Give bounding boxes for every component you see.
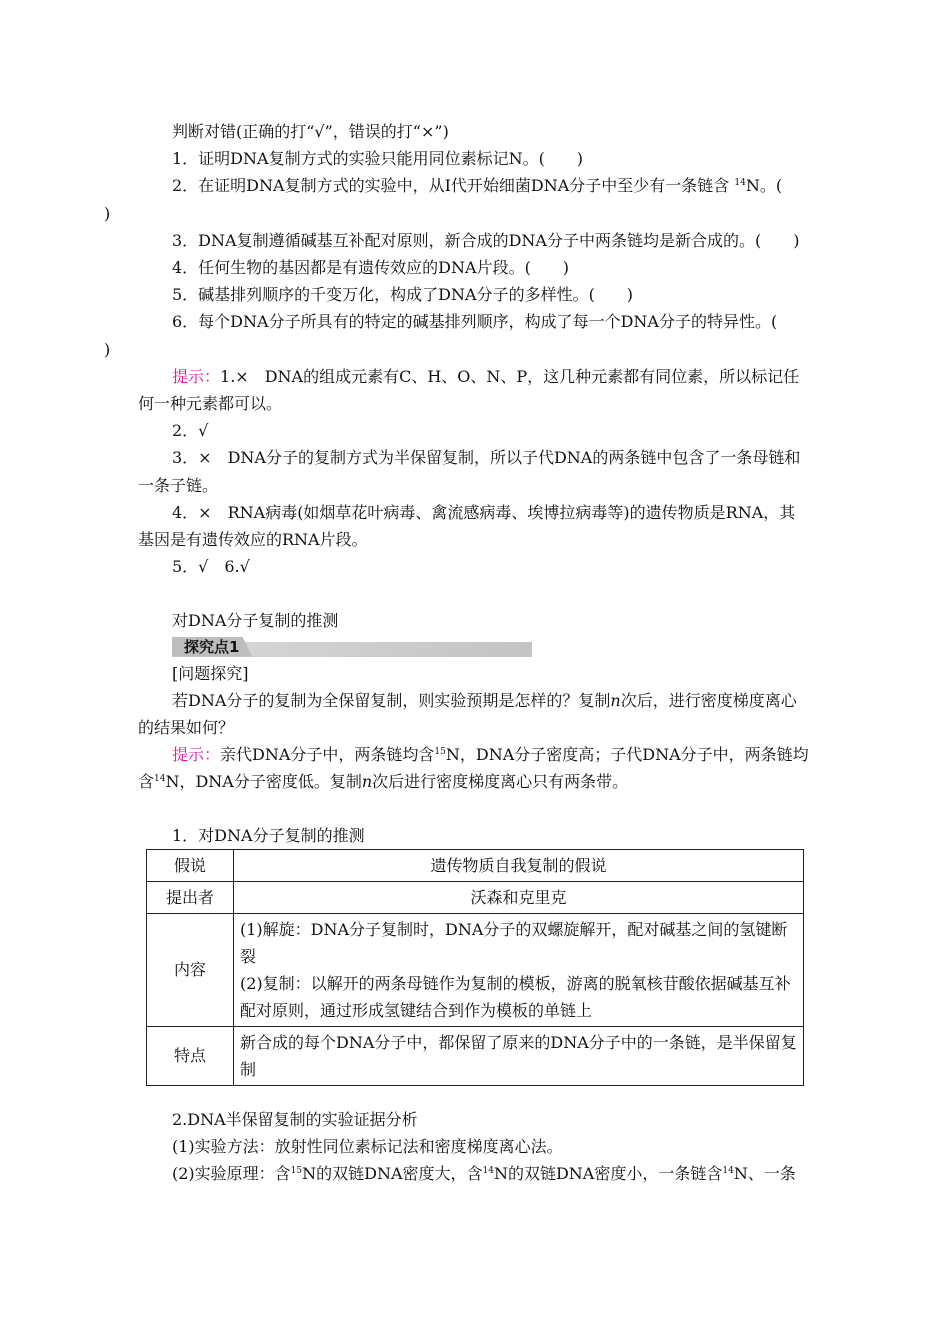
- table-header-cell: 特点: [147, 1026, 234, 1085]
- table-row: [147, 849, 804, 881]
- inquiry-question: 若DNA分子的复制为全保留复制，则实验预期是怎样的？复制n次后，进行密度梯度离心的结果如何？: [138, 690, 797, 738]
- section-badge: [172, 637, 532, 658]
- section-title: 对DNA分子复制的推测: [172, 611, 339, 631]
- hint-label: 提示：: [172, 745, 221, 765]
- answer-2: 2．√: [172, 421, 209, 441]
- table-title: 1．对DNA分子复制的推测: [172, 825, 365, 845]
- evidence-principle: (2)实验原理：含$^{15}$N的双链DNA密度大，含$^{14}$N的双链DNA密度小，一条链含$^{14}$N、一条: [172, 1164, 796, 1184]
- inquiry-label: [问题探究]: [172, 663, 249, 683]
- answer-5-6: 5．√ 6.√: [172, 557, 250, 577]
- inquiry-hint: 提示：亲代DNA分子中，两条链均含$^{15}$N，DNA分子密度高；子代DNA分子中，两条链均含$^{14}$N，DNA分子密度低。复制n次后进行密度梯度离心只有两条带。: [138, 745, 809, 792]
- quiz-item-6: 6．每个DNA分子所具有的特定的碱基排列顺序，构成了每一个DNA分子的特异性。( ): [104, 312, 778, 359]
- badge-label: 探究点1: [184, 637, 240, 656]
- answer-3: 3．× DNA分子的复制方式为半保留复制，所以子代DNA的两条链中包含了一条母链和一条子链。: [138, 448, 801, 495]
- hypothesis-table: [146, 849, 804, 1086]
- quiz-item-1: 1．证明DNA复制方式的实验只能用同位素标记N。( ): [172, 149, 584, 169]
- table-cell: 新合成的每个DNA分子中，都保留了原来的DNA分子中的一条链，是半保留复制: [234, 1026, 804, 1085]
- document-page: [104, 118, 810, 1187]
- table-cell: 遗传物质自我复制的假说: [234, 849, 804, 881]
- hint-label: 提示：: [172, 366, 221, 386]
- quiz-item-4: 4．任何生物的基因都是有遗传效应的DNA片段。( ): [172, 258, 570, 278]
- quiz-heading: 判断对错(正确的打“√”，错误的打“×”): [172, 122, 449, 141]
- table-row: [147, 1026, 804, 1085]
- table-row: [147, 913, 804, 1026]
- table-cell: (1)解旋：DNA分子复制时，DNA分子的双螺旋解开，配对碱基之间的氢键断裂 (2)复制：以解开的两条母链作为复制的模板，游离的脱氧核苷酸依据碱基互补配对原则，通过形成氢键结合到作为模板的单链上: [234, 913, 804, 1026]
- table-header-cell: 内容: [147, 913, 234, 1026]
- quiz-item-3: 3．DNA复制遵循碱基互补配对原则，新合成的DNA分子中两条链均是新合成的。( ): [172, 230, 800, 250]
- table-header-cell: 假说: [147, 849, 234, 881]
- table-row: [147, 881, 804, 913]
- answer-1: 提示：1.× DNA的组成元素有C、H、O、N、P，这几种元素都有同位素，所以标记任何一种元素都可以。: [138, 366, 800, 414]
- table-cell: 沃森和克里克: [234, 881, 804, 913]
- evidence-method: (1)实验方法：放射性同位素标记法和密度梯度离心法。: [172, 1137, 563, 1157]
- table-header-cell: 提出者: [147, 881, 234, 913]
- evidence-title: 2.DNA半保留复制的实验证据分析: [172, 1109, 418, 1129]
- answer-4: 4．× RNA病毒(如烟草花叶病毒、禽流感病毒、埃博拉病毒等)的遗传物质是RNA，其基因是有遗传效应的RNA片段。: [138, 502, 796, 550]
- quiz-item-2: 2．在证明DNA复制方式的实验中，从Ⅰ代开始细菌DNA分子中至少有一条链含 $^{14}$N。( ): [104, 176, 783, 223]
- quiz-item-5: 5．碱基排列顺序的千变万化，构成了DNA分子的多样性。( ): [172, 285, 634, 305]
